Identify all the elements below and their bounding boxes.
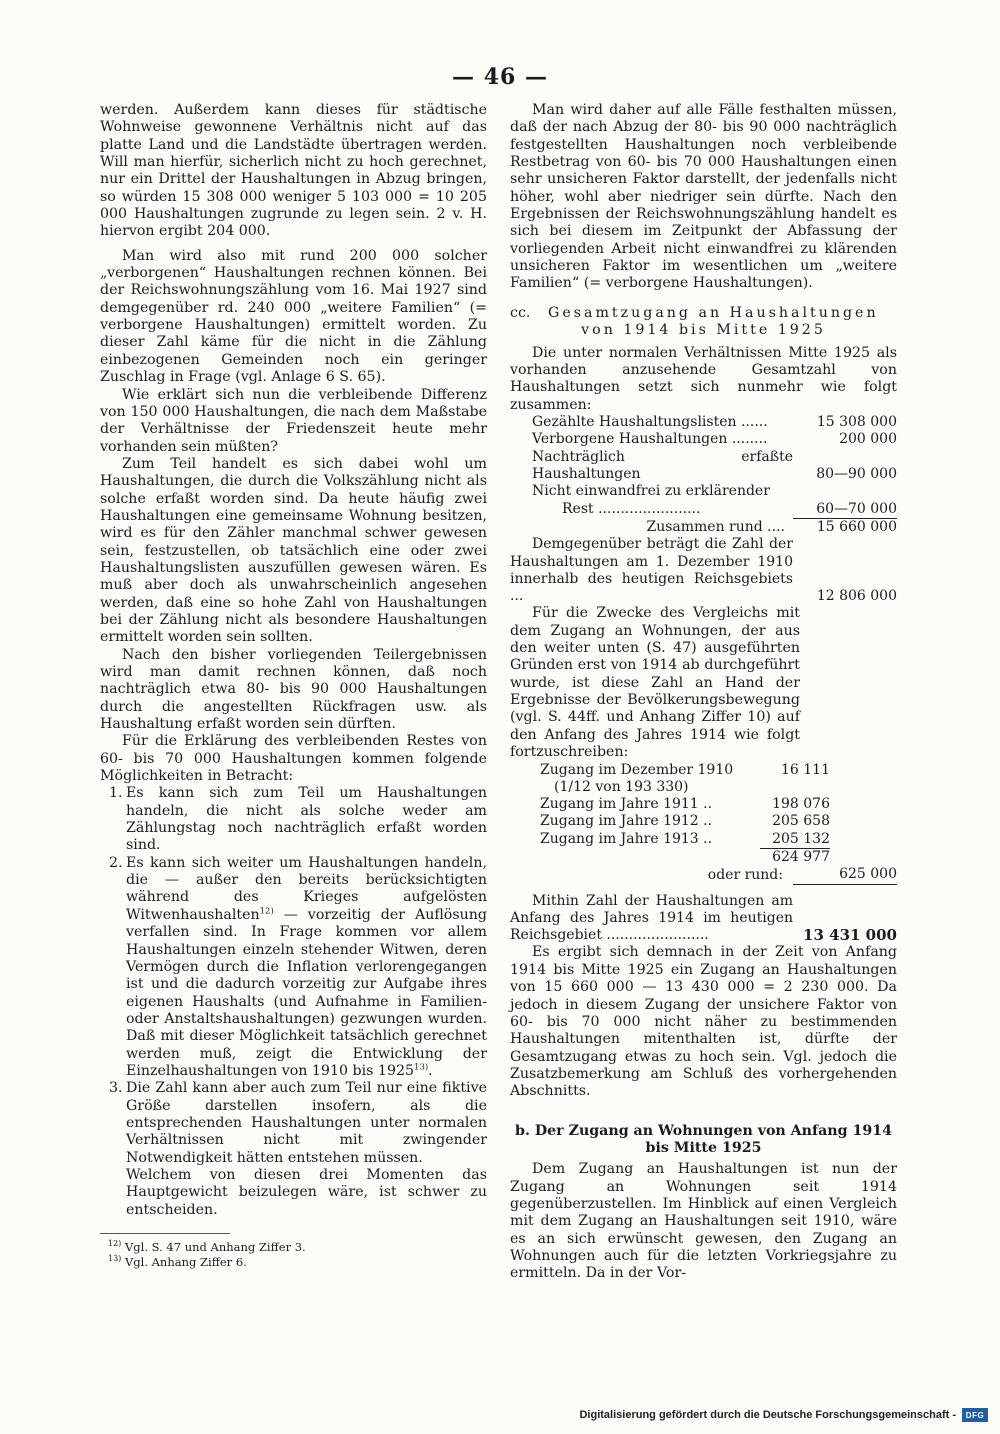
table-row: [540, 831, 830, 849]
table-label: Nachträglich erfaßte Haushaltungen: [532, 448, 793, 483]
table-label: Zugang im Dezember 1910: [540, 761, 734, 778]
footnote: [100, 1240, 487, 1255]
table-value: 60—70 000: [793, 501, 897, 519]
footnote-ref[interactable]: 12): [259, 906, 274, 917]
list-number: 2.: [109, 854, 123, 871]
section-label: cc.: [510, 304, 531, 321]
table-label: Rest .......................: [562, 501, 701, 518]
table-row: [532, 449, 897, 484]
table-row: [532, 431, 897, 448]
table-sum-value: 15 660 000: [816, 518, 897, 535]
footnote-text: Vgl. Anhang Ziffer 6.: [124, 1255, 247, 1269]
table-label: Gezählte Haushaltungslisten ......: [532, 414, 768, 431]
table-label: Mithin Zahl der Haushaltungen am Anfang des Jahres 1914 im heutigen Reichsgebiet .......................: [510, 892, 793, 944]
table-value: 80—90 000: [816, 466, 897, 483]
table-row: [510, 893, 897, 945]
table-sum-value: 624 977: [772, 849, 830, 865]
table-row: [532, 483, 897, 500]
list-text: Es kann sich zum Teil um Haushaltungen handeln, die nicht als solche weder am Zählungstag noch nachträglich erfaßt worden sind.: [126, 785, 487, 854]
table-value: 198 076: [772, 796, 830, 813]
household-table: [532, 414, 897, 536]
digitization-footer: [579, 1408, 988, 1422]
zugang-table: [540, 762, 830, 867]
table-total-value: 13 431 000: [803, 926, 897, 945]
table-row: [540, 779, 830, 796]
total-row: [510, 893, 897, 945]
table-label: Zugang im Jahre 1911 ..: [540, 796, 713, 813]
paragraph: Dem Zugang an Haushaltungen ist nun der Zugang an Wohnungen seit 1914 gegenüberzustellen. Im Hinblick auf einen Vergleich mit dem Zugang an Haushaltungen seit 1910, wäre es an sich erwünscht gewesen, den Zugang an Wohnungen auch für die letzten Vorkriegsjahre zu ermitteln. Da in der Vor-: [510, 1161, 897, 1282]
footnote: [100, 1255, 487, 1270]
table-label: Verborgene Haushaltungen ........: [532, 431, 768, 448]
table-value: [793, 483, 897, 500]
paragraph: Für die Zwecke des Vergleichs mit dem Zugang an Wohnungen, der aus den weiter unten (S. 47) ausgeführten Gründen erst von 1914 ab durchgeführt wurde, ist diese Zahl an Hand der Ergebnisse der Bevölkerungsbewegung (vgl. S. 44ff. und Anhang Ziffer 10) auf den Anfang des Jahres 1914 wie folgt fortzuschreiben:: [510, 605, 800, 761]
paragraph: Die unter normalen Verhältnissen Mitte 1925 als vorhanden anzusehende Gesamtzahl von Haushaltungen setzt sich nunmehr wie folgt zusammen:: [510, 344, 897, 413]
table-label: Zugang im Jahre 1913 ..: [540, 830, 713, 847]
table-value: 205 132: [760, 831, 830, 849]
table-row: [532, 518, 897, 536]
paragraph: werden. Außerdem kann dieses für städtische Wohnweise gewonnene Verhältnis nicht auf das platte Land und die Landstädte übertragen werden. Will man hierfür, sicherlich nicht zu hoch gerechnet, nur ein Drittel der Haushaltungen in Abzug bringen, so würden 15 308 000 weniger 5 103 000 = 10 205 000 Haushaltungen zugrunde zu legen sein. 2 v. H. hiervon ergibt 204 000.: [100, 102, 487, 240]
paragraph: Welchem von diesen drei Momenten das Hauptgewicht beizulegen wäre, ist schwer zu entscheiden.: [126, 1166, 487, 1218]
table-row: [540, 813, 830, 830]
list-text: Die Zahl kann aber auch zum Teil nur eine fiktive Größe darstellen insofern, als die entsprechenden Haushaltungen unter normalen Verhältnissen nicht mit zwingender Notwendigkeit hätten entstehen müssen.: [126, 1080, 487, 1166]
table-row: [540, 849, 830, 867]
paragraph: Es ergibt sich demnach in der Zeit von Anfang 1914 bis Mitte 1925 ein Zugang an Haushaltungen von 15 660 000 — 13 430 000 = 2 230 000. Da jedoch in diesem Zugang der unsichere Faktor von 60- bis 70 000 nicht näher zu bestimmenden Haushaltungen mitenthalten ist, dürfte der Gesamtzugang etwas zu hoch sein. Vgl. jedoch die Zusatzbemerkung am Schluß des vorhergehenden Abschnitts.: [510, 944, 897, 1100]
table-label: (1/12 von 193 330): [554, 778, 689, 795]
list-item: [100, 1080, 487, 1167]
heading-text: bis Mitte 1925: [645, 1139, 762, 1156]
left-column: [100, 102, 487, 1270]
list-text: Es kann sich weiter um Haushaltungen handeln, die — außer den bereits berücksichtigten während des Krieges aufgelösten Witwenhaushalten: [126, 854, 487, 923]
list-number: 3.: [109, 1080, 123, 1097]
oder-rund-row: [510, 866, 897, 884]
footnote-mark: 13): [108, 1254, 122, 1264]
list-item: [100, 785, 487, 854]
table-row: [510, 536, 897, 605]
numbered-list: [100, 785, 487, 1167]
table-value: 16 111: [781, 761, 830, 778]
page-number: — 46 —: [452, 64, 548, 90]
footnote-mark: 12): [108, 1239, 122, 1249]
list-text: — vorzeitig der Auflösung verfallen sind. In Frage kommen vor allem Haushaltungen einzeln stehender Witwen, deren Vermögen durch die Inflation verlorengegangen ist und die dadurch vorzeitig zur Aufgabe ihres eigenen Haushalts (und Aufnahme in Familien- oder Anstaltshaushaltungen) gezwungen wurden. Daß mit dieser Möglichkeit tatsächlich gerechnet werden muß, zeigt die Entwicklung der Einzelhaushaltungen von 1910 bis 1925: [126, 906, 487, 1079]
paragraph: Nach den bisher vorliegenden Teilergebnissen wird man damit rechnen können, daß noch nachträglich etwa 80- bis 90 000 Haushaltungen durch die angestellten Rückfragen usw. als Haushaltung erfaßt worden sein dürften.: [100, 646, 487, 733]
table-label: Demgegenüber beträgt die Zahl der Haushaltungen am 1. Dezember 1910 innerhalb des heutigen Reichsgebiets ...: [510, 536, 793, 605]
list-item: [100, 855, 487, 1080]
heading-text: von 1914 bis Mitte 1925: [581, 321, 826, 338]
footnote-text: Vgl. S. 47 und Anhang Ziffer 3.: [124, 1240, 306, 1254]
heading-text: b. Der Zugang an Wohnungen von Anfang 1914: [515, 1122, 892, 1139]
paragraph: Wie erklärt sich nun die verbleibende Differenz von 150 000 Haushaltungen, die nach dem Maßstabe der Verhältnisse der Friedenszeit heute mehr vorhanden sein müßten?: [100, 386, 487, 455]
dfg-logo-icon: DFG: [962, 1408, 988, 1422]
table-label: Zugang im Jahre 1912 ..: [540, 813, 713, 830]
footnote-ref[interactable]: 13): [414, 1062, 429, 1073]
table-value: 200 000: [839, 431, 897, 448]
section-heading-b: [510, 1123, 897, 1158]
footer-text: Digitalisierung gefördert durch die Deutsche Forschungsgemeinschaft -: [579, 1409, 956, 1421]
section-heading-cc: [510, 305, 897, 339]
heading-line: [510, 305, 897, 322]
table-sum-label: Zusammen rund ....: [646, 518, 785, 535]
paragraph: Für die Erklärung des verbleibenden Restes von 60- bis 70 000 Haushaltungen kommen folgende Möglichkeiten in Betracht:: [100, 733, 487, 785]
comparison-row: [510, 536, 897, 605]
table-value: 205 658: [772, 813, 830, 830]
paragraph: Zum Teil handelt es sich dabei wohl um Haushaltungen, die durch die Volkszählung nicht als solche erfaßt worden sind. Da heute häufig zwei Haushaltungen eine gemeinsame Wohnung besitzen, wird es für den Zähler manchmal schwer gewesen sein, festzustellen, ob tatsächlich eine oder zwei Haushaltungslisten auszufüllen gewesen wären. Es muß aber doch als unwahrscheinlich angesehen werden, daß eine so hohe Zahl von Haushaltungen bei der Zählung nicht als besondere Haushaltungen ermittelt worden sein sollten.: [100, 455, 487, 646]
table-row: [540, 762, 830, 779]
paragraph: Man wird also mit rund 200 000 solcher „verborgenen“ Haushaltungen rechnen können. Bei der Reichswohnungszählung vom 16. Mai 1927 sind demgegenüber rd. 240 000 „weitere Familien“ (= verborgene Haushaltungen) ermittelt worden. Zu dieser Zahl käme für die nicht in die Zählung einbezogenen Gemeinden noch ein geringer Zuschlag in Frage (vgl. Anlage 6 S. 65).: [100, 247, 487, 386]
list-number: 1.: [109, 785, 123, 802]
right-column: [510, 102, 897, 1283]
list-text: .: [428, 1062, 433, 1079]
table-value: 15 308 000: [816, 414, 897, 431]
heading-text: Gesamtzugang an Haushaltungen: [548, 304, 879, 321]
table-row: [532, 414, 897, 431]
footnote-divider: [100, 1233, 230, 1234]
table-label: oder rund:: [707, 866, 783, 883]
table-value: 625 000: [793, 866, 897, 884]
table-row: [510, 866, 897, 884]
table-value: 12 806 000: [816, 588, 897, 605]
table-value: [760, 779, 830, 796]
table-label: Nicht einwandfrei zu erklärender: [532, 483, 770, 500]
table-row: [540, 796, 830, 813]
table-row: [532, 501, 897, 519]
paragraph: Man wird daher auf alle Fälle festhalten müssen, daß der nach Abzug der 80- bis 90 000 nachträglich festgestellten Haushaltungen noch verbleibende Restbetrag von 60- bis 70 000 Haushaltungen einen sehr unsicheren Faktor darstellt, der jedenfalls nicht höher, wohl aber niedriger sein dürfte. Nach den Ergebnissen der Reichswohnungszählung handelt es sich bei diesem im Zeitpunkt der Abfassung der vorliegenden Arbeit nicht einwandfrei zu klärenden unsicheren Faktor im wesentlichen um „weitere Familien“ (= verborgene Haushaltungen).: [510, 102, 897, 292]
